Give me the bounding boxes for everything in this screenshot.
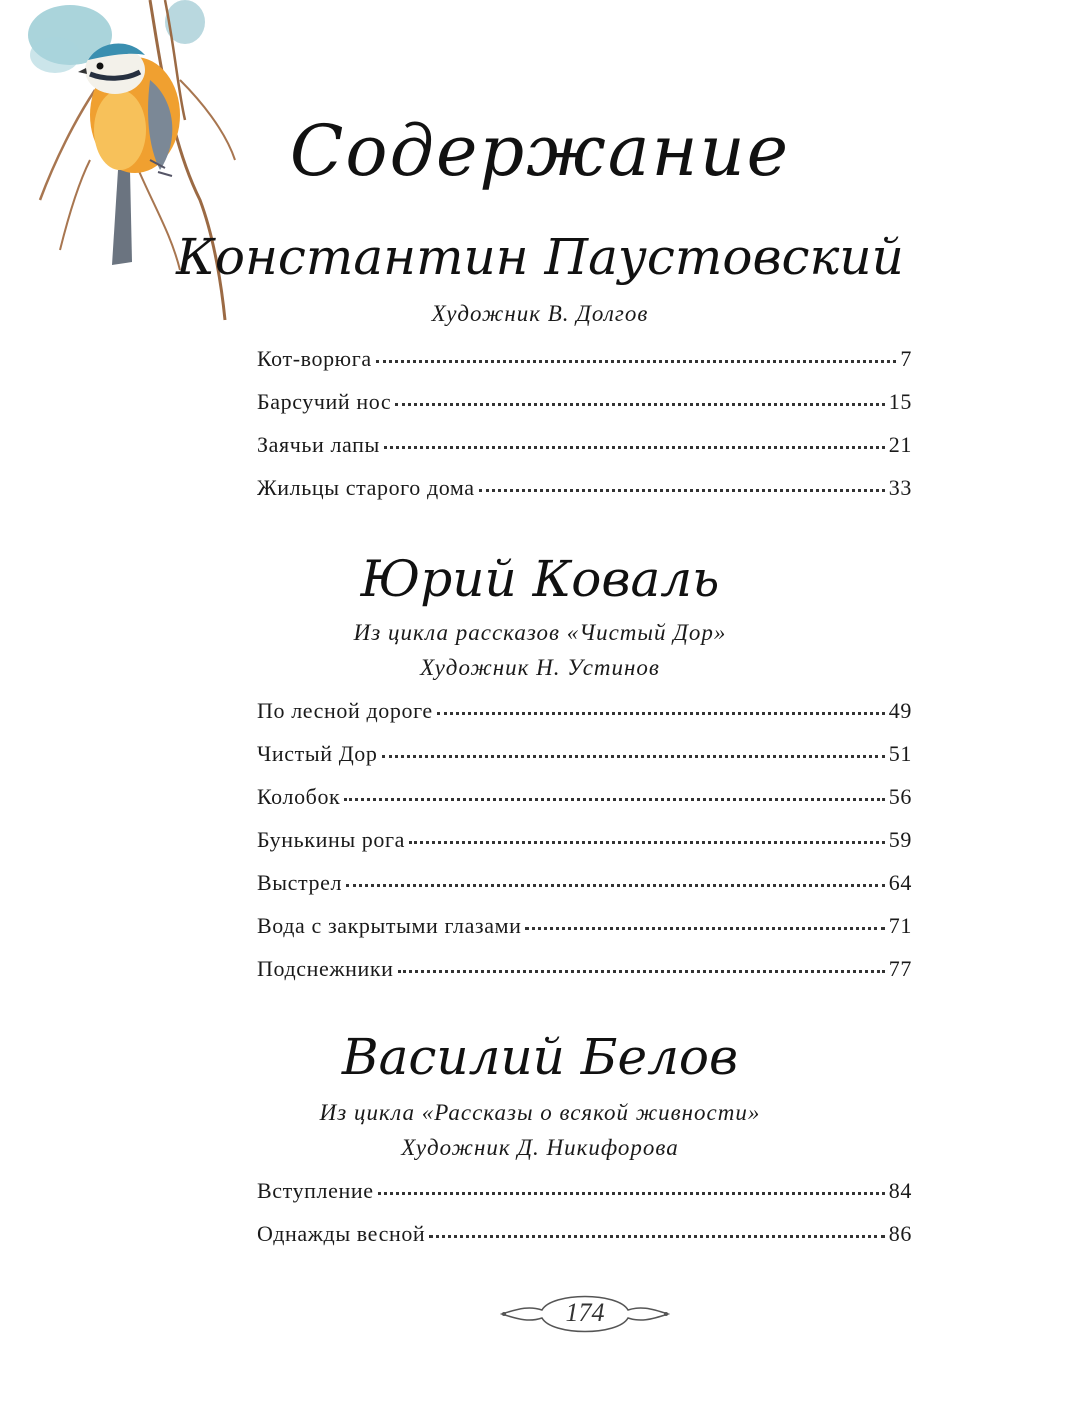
dot-leader: [346, 884, 885, 887]
toc-entry[interactable]: [257, 434, 912, 477]
dot-leader: [525, 927, 884, 930]
section-paustovsky: [0, 228, 1080, 326]
toc-list-koval: [257, 700, 912, 1001]
author-name: Юрий Коваль: [360, 550, 720, 608]
toc-entry-title: Вступление: [257, 1178, 374, 1203]
toc-entry-title: Заячьи лапы: [257, 432, 380, 457]
section-belov: [0, 1028, 1080, 1160]
toc-entry-title: Однажды весной: [257, 1221, 426, 1246]
toc-entry-title: Колобок: [257, 784, 341, 809]
toc-entry[interactable]: [257, 1223, 912, 1266]
toc-entry[interactable]: [257, 915, 912, 958]
dot-leader: [344, 798, 884, 801]
toc-entry[interactable]: [257, 391, 912, 434]
toc-entry-page: 51: [888, 741, 912, 766]
toc-entry-page: 59: [888, 827, 912, 852]
toc-entry-title: Чистый Дор: [257, 741, 378, 766]
toc-entry-title: Кот-ворюга: [257, 346, 372, 371]
toc-entry-title: Выстрел: [257, 870, 343, 895]
toc-entry-title: Барсучий нос: [257, 389, 392, 414]
author-name: Константин Паустовский: [176, 228, 904, 286]
dot-leader: [384, 446, 885, 449]
toc-entry-title: Бунькины рога: [257, 827, 405, 852]
toc-entry[interactable]: [257, 700, 912, 743]
illustrator-line: Художник В. Долгов: [431, 301, 649, 326]
toc-entry-page: 7: [900, 346, 912, 371]
toc-entry-page: 33: [888, 475, 912, 500]
toc-entry[interactable]: [257, 829, 912, 872]
toc-entry[interactable]: [257, 872, 912, 915]
dot-leader: [409, 841, 885, 844]
illustrator-line: Художник Д. Никифорова: [401, 1135, 679, 1160]
toc-entry-page: 49: [888, 698, 912, 723]
author-name: Василий Белов: [341, 1028, 739, 1086]
toc-entry[interactable]: [257, 348, 912, 391]
toc-list-belov: [257, 1180, 912, 1266]
dot-leader: [395, 403, 885, 406]
dot-leader: [479, 489, 885, 492]
toc-entry-page: 21: [888, 432, 912, 457]
toc-entry[interactable]: [257, 743, 912, 786]
section-koval: [0, 550, 1080, 680]
page-number-ornament: [500, 1284, 670, 1344]
dot-leader: [437, 712, 885, 715]
dot-leader: [429, 1235, 885, 1238]
toc-entry-page: 64: [888, 870, 912, 895]
page-title: Содержание: [289, 110, 791, 192]
toc-entry[interactable]: [257, 958, 912, 1001]
cycle-line: Из цикла рассказов «Чистый Дор»: [353, 620, 727, 645]
dot-leader: [376, 360, 897, 363]
illustrator-line: Художник Н. Устинов: [420, 655, 660, 680]
toc-entry-title: Вода с закрытыми глазами: [257, 913, 522, 938]
dot-leader: [398, 970, 885, 973]
dot-leader: [378, 1192, 885, 1195]
toc-entry[interactable]: [257, 1180, 912, 1223]
toc-entry-title: По лесной дороге: [257, 698, 433, 723]
dot-leader: [382, 755, 885, 758]
toc-entry-page: 15: [888, 389, 912, 414]
page-number: 174: [565, 1298, 605, 1327]
toc-entry-page: 56: [888, 784, 912, 809]
toc-entry-page: 86: [888, 1221, 912, 1246]
toc-entry[interactable]: [257, 786, 912, 829]
cycle-line: Из цикла «Рассказы о всякой живности»: [319, 1100, 761, 1125]
toc-entry-page: 71: [888, 913, 912, 938]
toc-list-paustovsky: [257, 348, 912, 520]
toc-entry-title: Подснежники: [257, 956, 394, 981]
toc-entry-page: 77: [888, 956, 912, 981]
toc-entry-page: 84: [888, 1178, 912, 1203]
toc-entry-title: Жильцы старого дома: [257, 475, 475, 500]
toc-entry[interactable]: [257, 477, 912, 520]
